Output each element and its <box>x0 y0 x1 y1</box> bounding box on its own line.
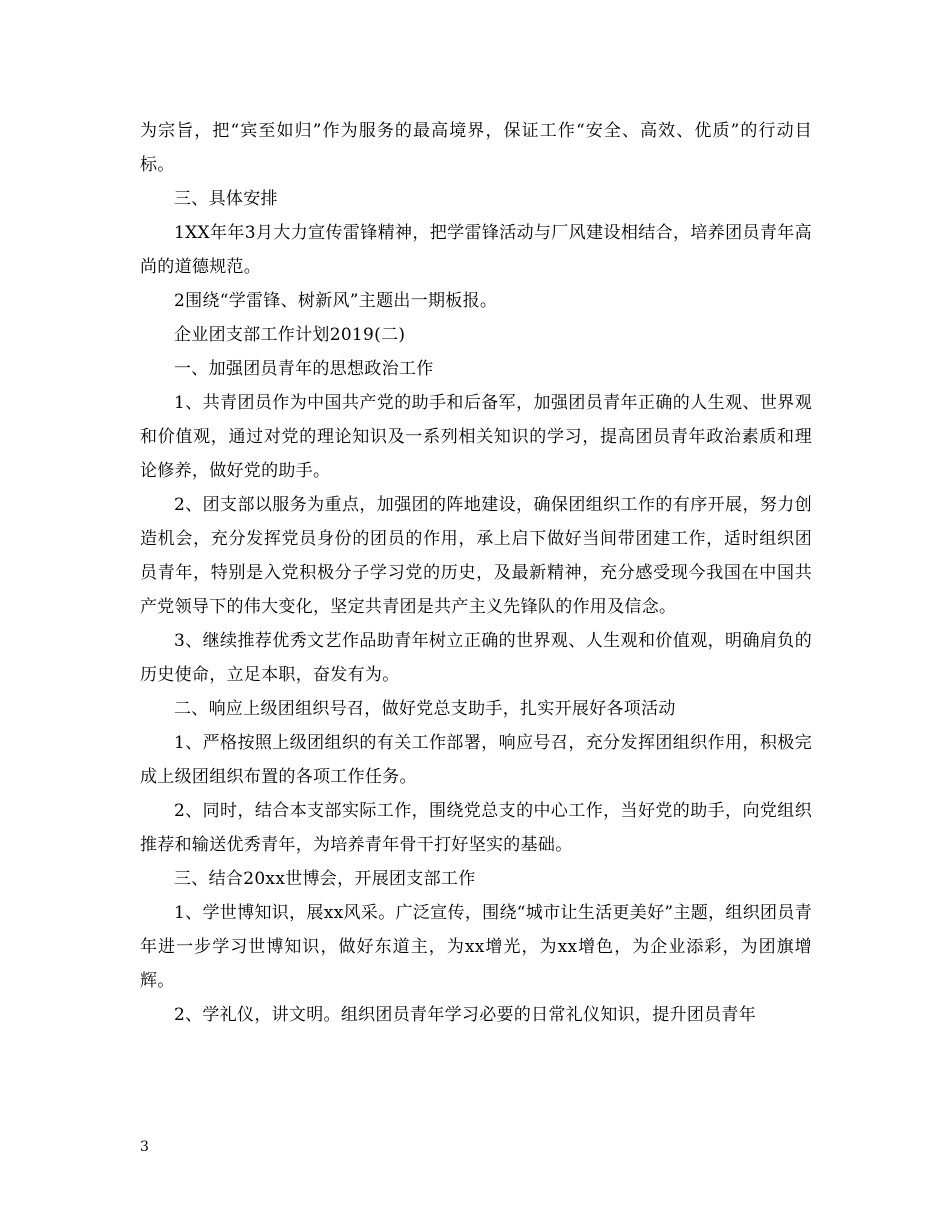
document-body <box>140 114 812 1032</box>
section-heading: 二、响应上级团组织号召，做好党总支助手，扎实开展好各项活动 <box>174 699 676 719</box>
section-heading: 三、具体安排 <box>174 189 278 209</box>
paragraph: 1XX年年3月大力宣传雷锋精神，把学雷锋活动与厂风建设相结合，培养团员青年高尚的道德规范。 <box>140 223 812 277</box>
paragraph: 2、同时，结合本支部实际工作，围绕党总支的中心工作，当好党的助手，向党组织推荐和输送优秀青年，为培养青年骨干打好坚实的基础。 <box>140 801 812 855</box>
section-heading: 三、结合20xx世博会，开展团支部工作 <box>174 869 476 889</box>
section-heading: 一、加强团员青年的思想政治工作 <box>174 359 434 379</box>
paragraph: 2、学礼仪，讲文明。组织团员青年学习必要的日常礼仪知识，提升团员青年 <box>174 1005 757 1025</box>
paragraph: 1、严格按照上级团组织的有关工作部署，响应号召，充分发挥团组织作用，积极完成上级团组织布置的各项工作任务。 <box>140 733 812 787</box>
paragraph: 2围绕“学雷锋、树新风”主题出一期板报。 <box>174 291 498 311</box>
document-subtitle: 企业团支部工作计划2019(二) <box>174 325 406 345</box>
page-number: 3 <box>140 1139 149 1155</box>
paragraph: 1、学世博知识，展xx风采。广泛宣传，围绕“城市让生活更美好”主题，组织团员青年进一步学习世博知识，做好东道主，为xx增光，为xx增色，为企业添彩，为团旗增辉。 <box>140 903 812 991</box>
paragraph: 2、团支部以服务为重点，加强团的阵地建设，确保团组织工作的有序开展，努力创造机会，充分发挥党员身份的团员的作用，承上启下做好当间带团建工作，适时组织团员青年，特别是入党积极分子学习党的历史，及最新精神，充分感受现今我国在中国共产党领导下的伟大变化，坚定共青团是共产主义先锋队的作用及信念。 <box>140 495 812 617</box>
paragraph: 1、共青团员作为中国共产党的助手和后备军，加强团员青年正确的人生观、世界观和价值观，通过对党的理论知识及一系列相关知识的学习，提高团员青年政治素质和理论修养，做好党的助手。 <box>140 393 812 481</box>
paragraph: 为宗旨，把“宾至如归”作为服务的最高境界，保证工作“安全、高效、优质”的行动目标。 <box>140 121 812 175</box>
paragraph: 3、继续推荐优秀文艺作品助青年树立正确的世界观、人生观和价值观，明确肩负的历史使命，立足本职，奋发有为。 <box>140 631 812 685</box>
